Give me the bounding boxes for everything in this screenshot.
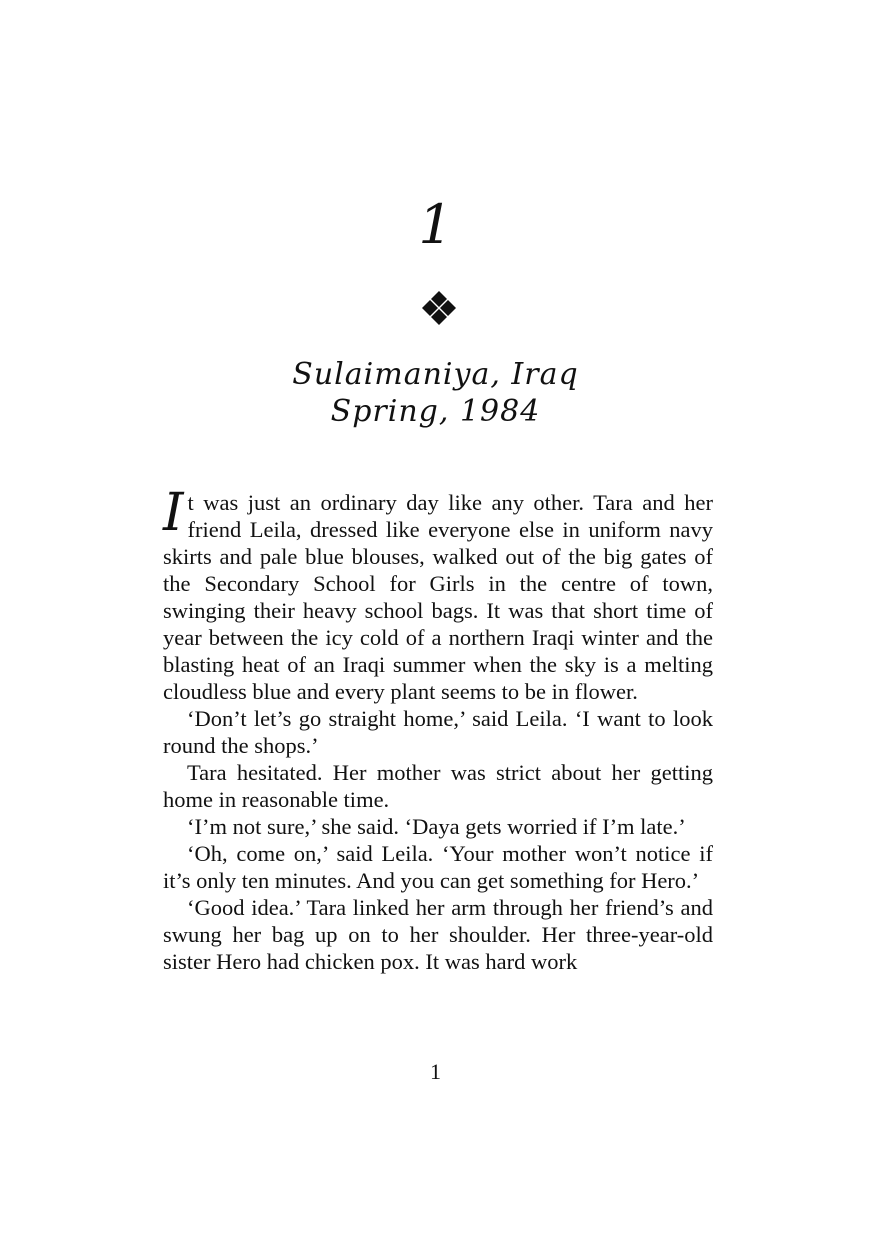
chapter-number: 1 [418,193,453,256]
paragraph: ‘Don’t let’s go straight home,’ said Leila. ‘I want to look round the shops.’ [163,706,713,758]
dropcap: I [163,483,184,543]
chapter-location: Sulaimaniya, Iraq [292,357,579,392]
paragraph: ‘Oh, come on,’ said Leila. ‘Your mother won’t notice if it’s only ten minutes. And you can get something for Hero.’ [163,841,713,893]
paragraph-text: t was just an ordinary day like any other. Tara and her friend Leila, dressed like everyone else in uniform navy skirts and pale blue blouses, walked out of the big gates of the Secondary School for Girls in the centre of town, swinging their heavy school bags. It was that short time of year between the icy cold of a northern Iraqi winter and the blasting heat of an Iraqi summer when the sky is a melting cloudless blue and every plant seems to be in flower. [163,490,713,704]
paragraph: Tara hesitated. Her mother was strict about her getting home in reasonable time. [163,760,713,812]
chapter-body [163,483,713,975]
chapter-date: Spring, 1984 [330,394,541,429]
paragraph: ‘I’m not sure,’ she said. ‘Daya gets worried if I’m late.’ [187,814,686,839]
paragraph: ‘Good idea.’ Tara linked her arm through her friend’s and swung her bag up on to her shoulder. Her three-year-old sister Hero had chicken pox. It was hard work [163,895,713,974]
page-number: 1 [430,1059,441,1084]
diamond-ornament-icon [421,290,457,326]
paragraph [163,483,713,705]
